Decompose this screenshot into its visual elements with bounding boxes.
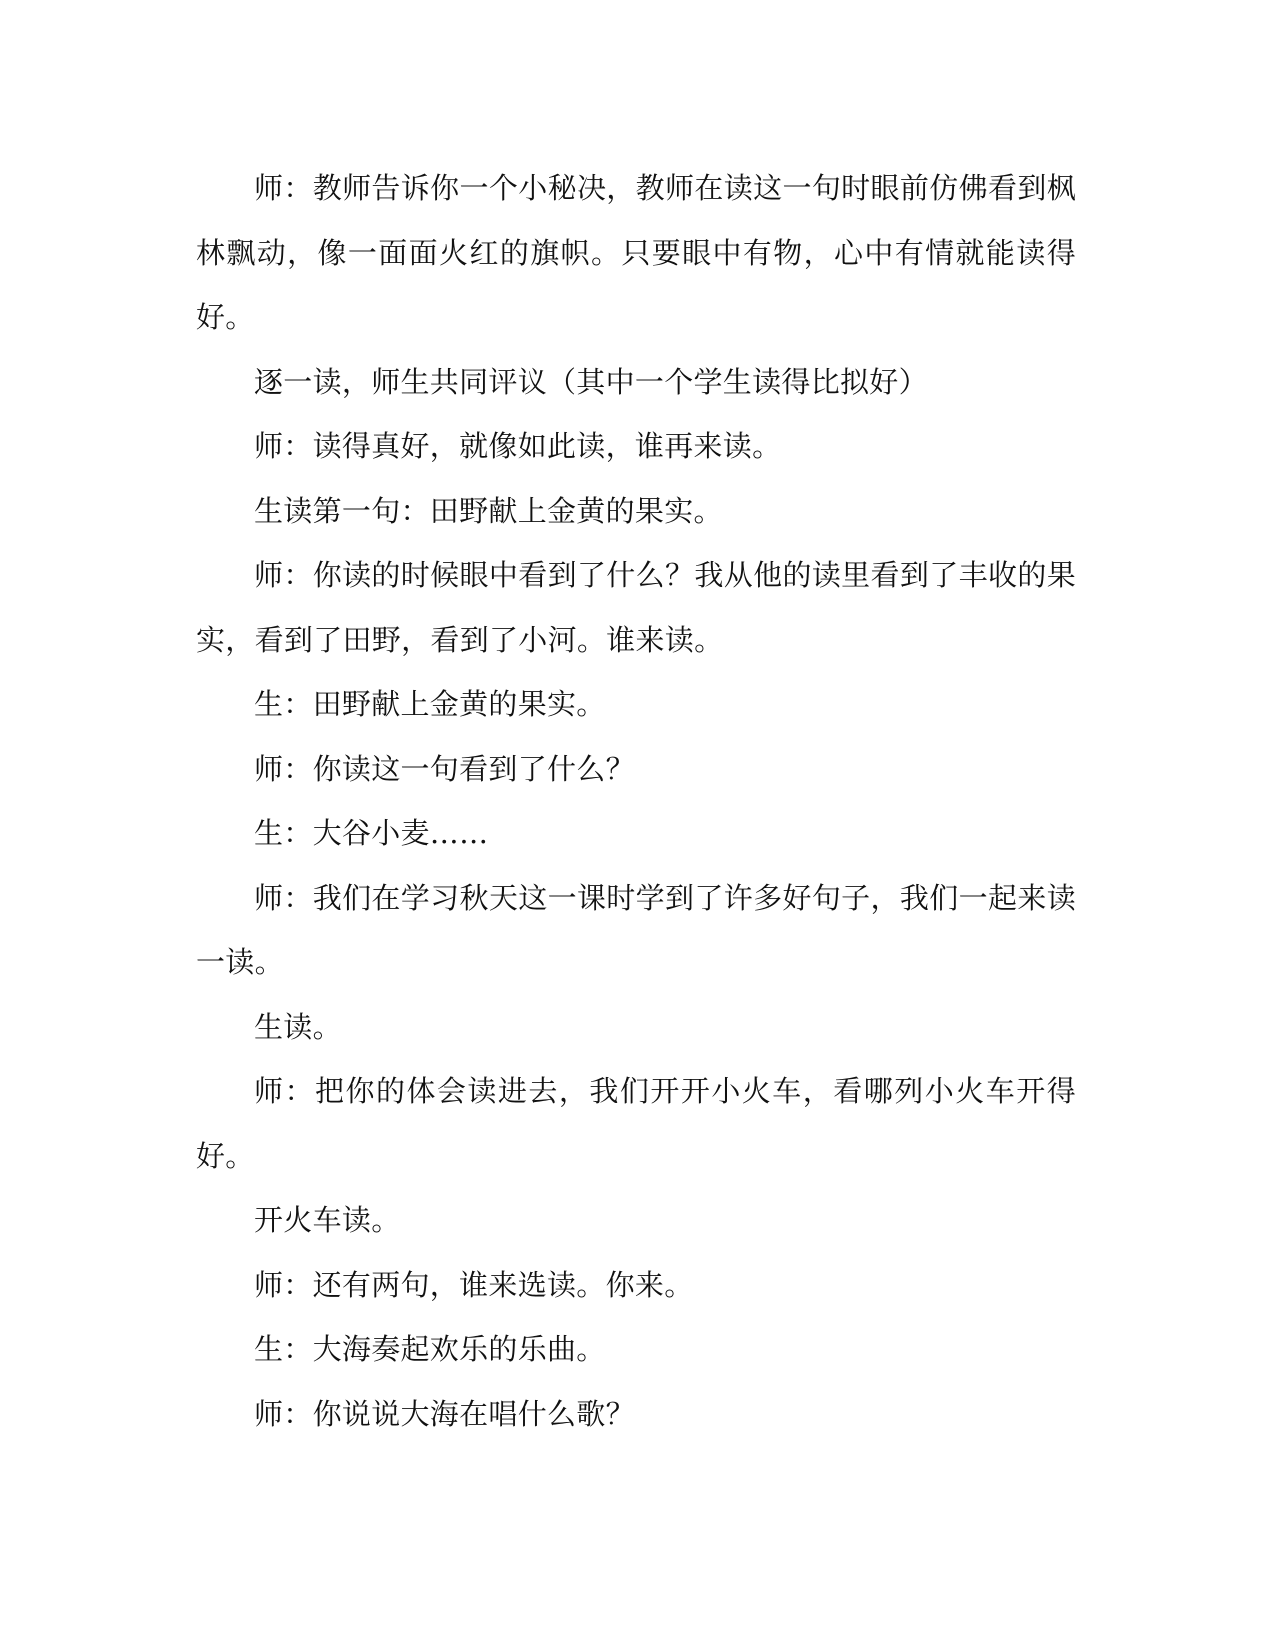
paragraph-8: 生：大谷小麦……: [254, 816, 489, 850]
paragraph-3: 师：读得真好，就像如此读，谁再来读。: [254, 429, 782, 463]
paragraph-11: 师：把你的体会读进去，我们开开小火车，看哪列小火车开得好。: [196, 1074, 1076, 1173]
paragraph-7: 师：你读这一句看到了什么？: [254, 751, 635, 786]
paragraph-6: 生：田野献上金黄的果实。: [254, 687, 606, 721]
paragraph-15: 师：你说说大海在唱什么歌？: [254, 1396, 635, 1431]
paragraph-14: 生：大海奏起欢乐的乐曲。: [254, 1332, 606, 1366]
paragraph-9: 师：我们在学习秋天这一课时学到了许多好句子，我们一起来读一读。: [196, 880, 1076, 979]
paragraph-2: 逐一读，师生共同评议（其中一个学生读得比拟好）: [254, 364, 928, 399]
paragraph-12: 开火车读。: [254, 1203, 401, 1237]
paragraph-5: 师：你读的时候眼中看到了什么？我从他的读里看到了丰收的果实，看到了田野，看到了小河。谁来读。: [196, 558, 1076, 657]
paragraph-1: 师：教师告诉你一个小秘决，教师在读这一句时眼前仿佛看到枫林飘动，像一面面火红的旗帜。只要眼中有物，心中有情就能读得好。: [196, 171, 1076, 334]
document-body: [196, 156, 1076, 1446]
paragraph-10: 生读。: [254, 1009, 342, 1044]
paragraph-13: 师：还有两句，谁来选读。你来。: [254, 1267, 694, 1302]
paragraph-4: 生读第一句：田野献上金黄的果实。: [254, 493, 723, 528]
